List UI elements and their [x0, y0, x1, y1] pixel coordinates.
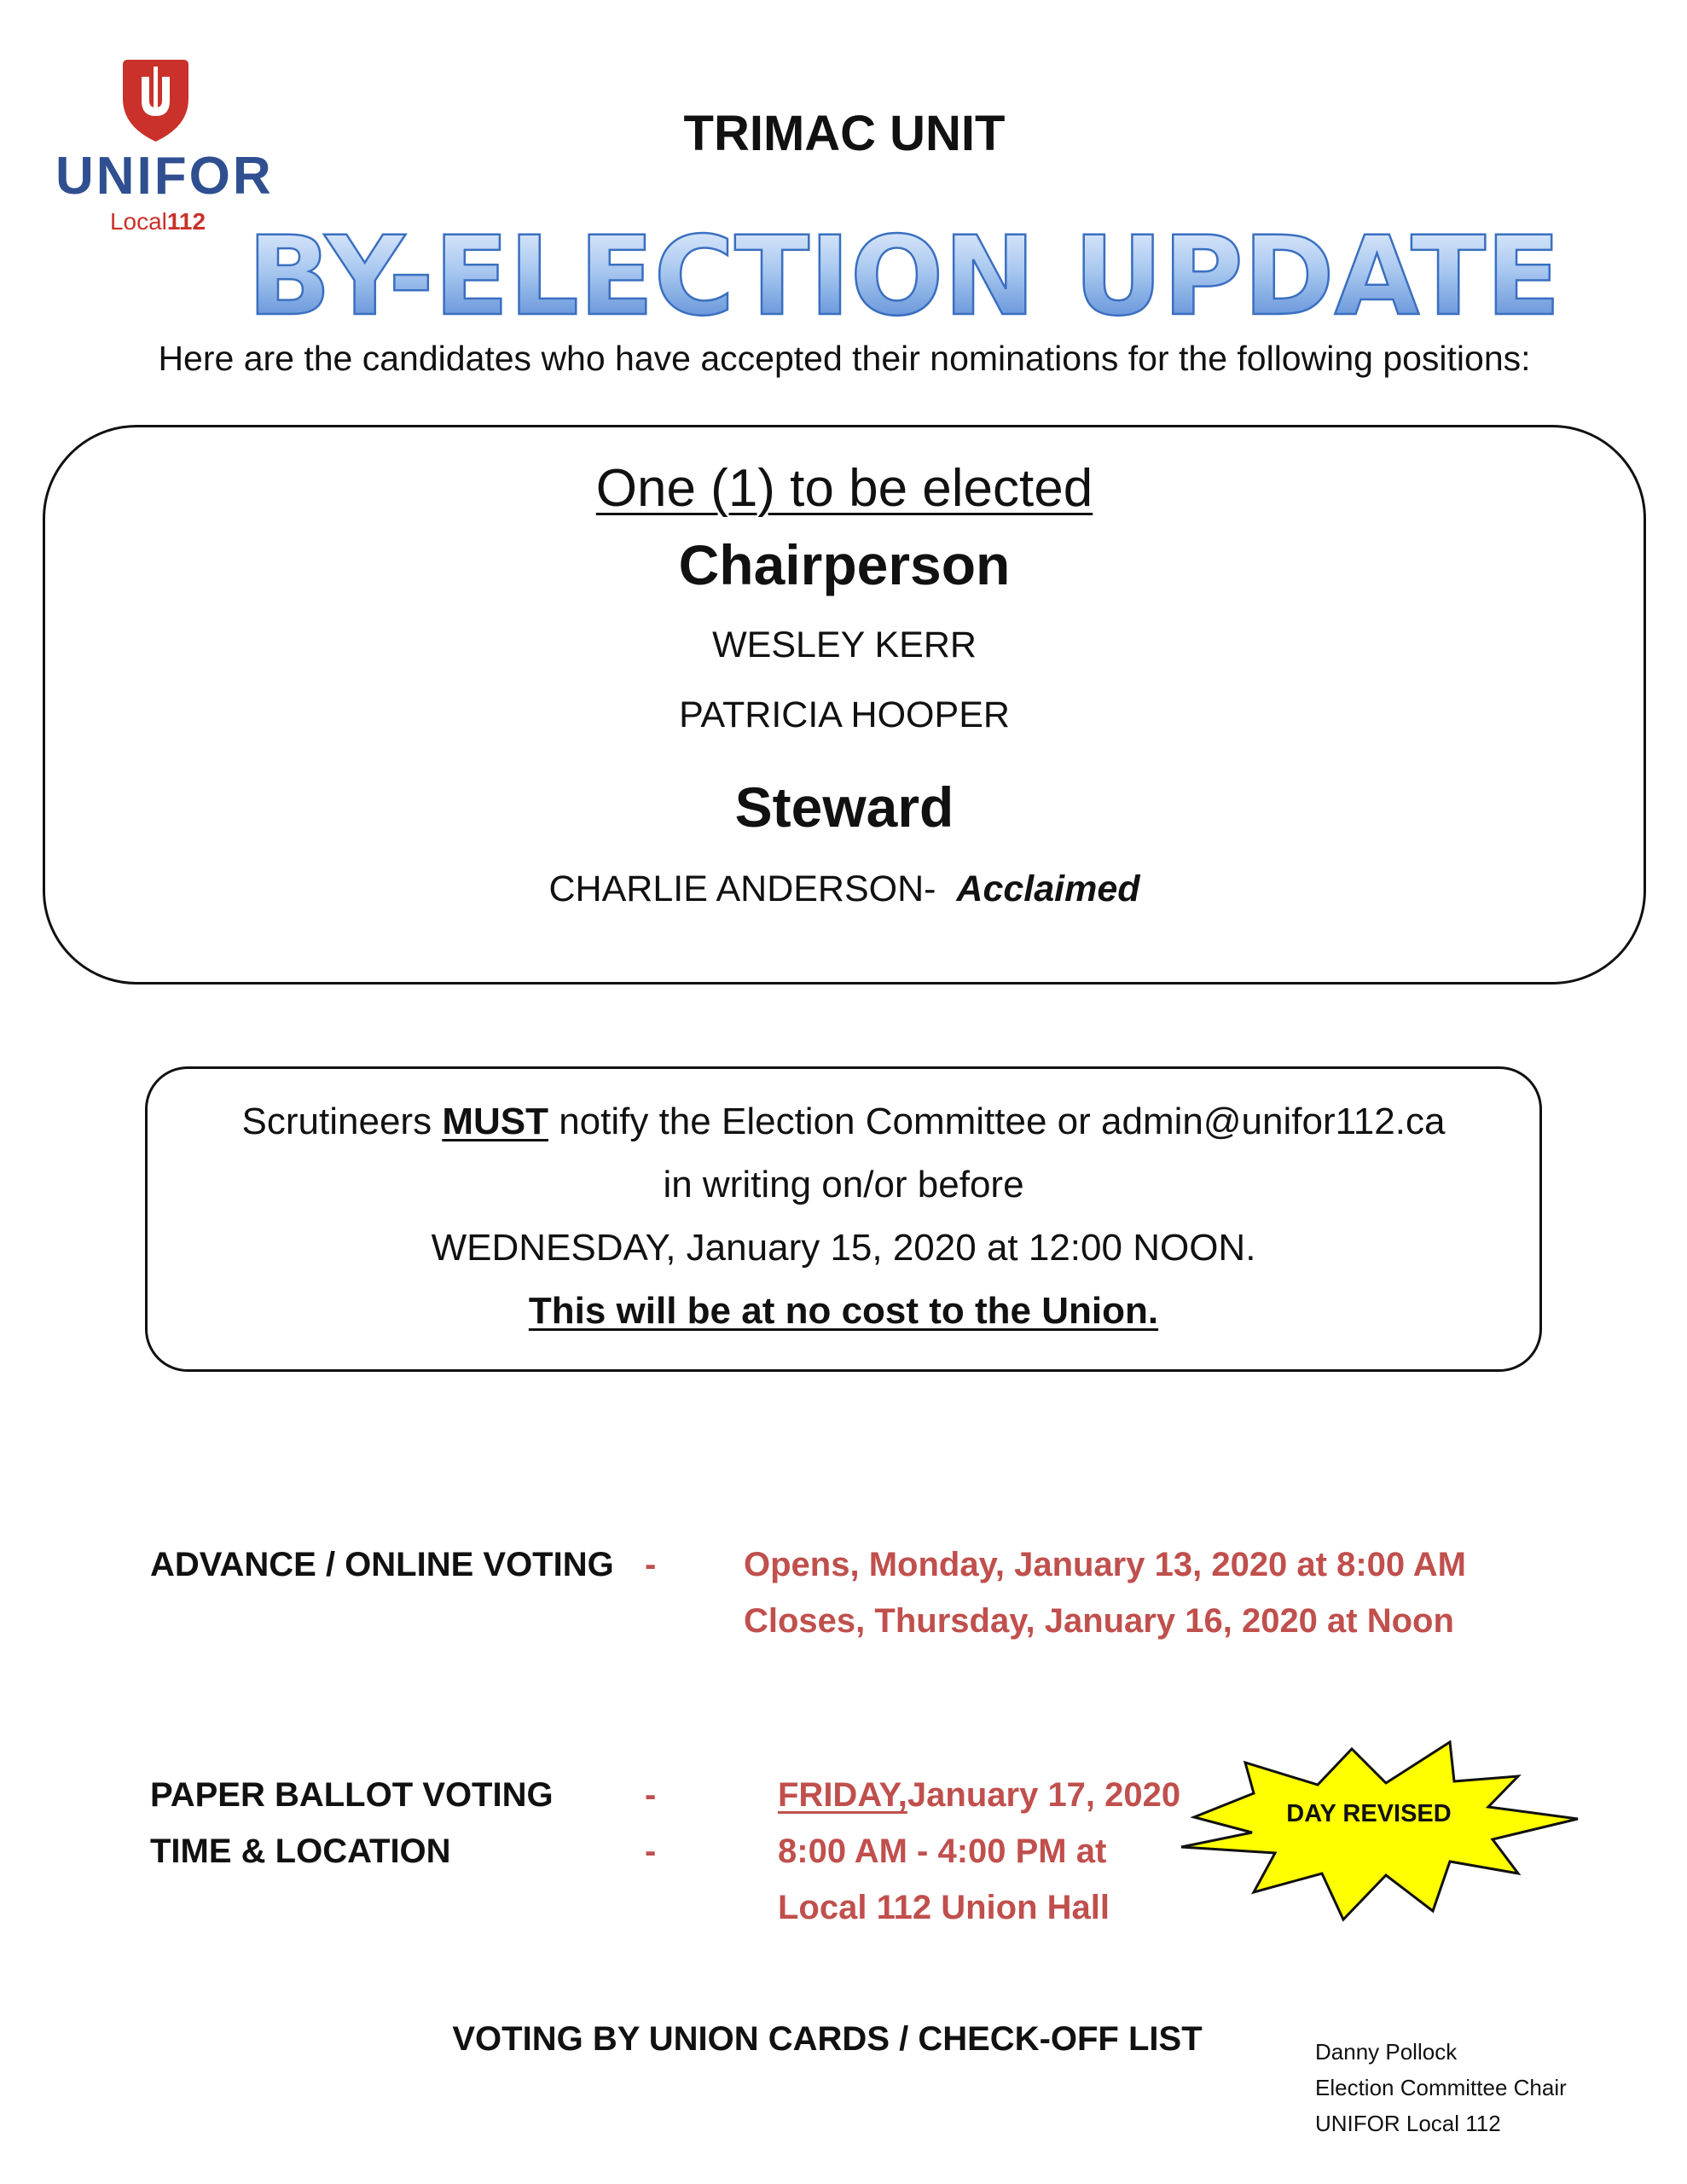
day-revised-starburst-icon — [1168, 1732, 1586, 1928]
advance-voting-opens: Opens, Monday, January 13, 2020 at 8:00 AM — [744, 1546, 1466, 1583]
scrutineers-line-2: in writing on/or before — [663, 1164, 1024, 1205]
scrutineers-line-1 — [148, 1103, 1539, 1141]
scrutineers-text: Scrutineers — [241, 1101, 443, 1142]
must-emphasis: MUST — [442, 1101, 548, 1142]
candidate-name: WESLEY KERR — [712, 624, 977, 665]
advance-voting-closes: Closes, Thursday, January 16, 2020 at Noon — [744, 1602, 1454, 1640]
chairperson-title: Chairperson — [678, 533, 1011, 596]
steward-candidate — [45, 868, 1644, 909]
scrutineers-text: notify the Election Committee or admin@unifor112.ca — [548, 1101, 1446, 1142]
scrutineers-notice — [145, 1066, 1542, 1372]
scrutineers-deadline: WEDNESDAY, January 15, 2020 at 12:00 NOON. — [431, 1227, 1256, 1269]
headline — [222, 205, 1586, 341]
voting-method: VOTING BY UNION CARDS / CHECK-OFF LIST — [452, 2020, 1203, 2058]
unifor-shield-icon — [119, 58, 192, 143]
intro-text: Here are the candidates who have accepted their nominations for the following positions: — [158, 339, 1531, 378]
advance-voting-label: ADVANCE / ONLINE VOTING — [150, 1546, 614, 1583]
candidate-name: PATRICIA HOOPER — [679, 694, 1010, 735]
logo-name: UNIFOR — [55, 147, 274, 206]
positions-box — [43, 425, 1646, 985]
time-location-label: TIME & LOCATION — [150, 1833, 451, 1870]
paper-ballot-time: 8:00 AM - 4:00 PM at — [778, 1833, 1107, 1870]
unit-title: TRIMAC UNIT — [683, 106, 1006, 161]
paper-ballot-date-text: January 17, 2020 — [907, 1776, 1181, 1814]
logo-local-word: Local — [109, 208, 167, 235]
signature-name: Danny Pollock — [1315, 2039, 1458, 2065]
signature-org: UNIFOR Local 112 — [1315, 2111, 1501, 2136]
candidate-name: CHARLIE ANDERSON- — [548, 868, 936, 909]
paper-ballot-date — [778, 1778, 1180, 1812]
advance-voting-dash: - — [645, 1546, 657, 1583]
no-cost-note: This will be at no cost to the Union. — [528, 1290, 1159, 1332]
to-elect-heading — [45, 458, 1644, 519]
to-elect-text: One (1) to be elected — [595, 459, 1093, 518]
acclaimed-status: Acclaimed — [956, 868, 1140, 909]
time-location-dash: - — [645, 1833, 657, 1870]
paper-ballot-label: PAPER BALLOT VOTING — [150, 1776, 554, 1814]
steward-title: Steward — [734, 775, 954, 839]
paper-ballot-dash: - — [645, 1776, 657, 1814]
signature-title: Election Committee Chair — [1315, 2075, 1567, 2100]
day-revised-badge: DAY REVISED — [1286, 1800, 1452, 1827]
logo-local-number: 112 — [166, 208, 206, 235]
paper-ballot-location: Local 112 Union Hall — [778, 1889, 1110, 1926]
headline-text: BY-ELECTION UPDATE — [247, 213, 1561, 340]
paper-ballot-day: FRIDAY, — [778, 1776, 907, 1814]
